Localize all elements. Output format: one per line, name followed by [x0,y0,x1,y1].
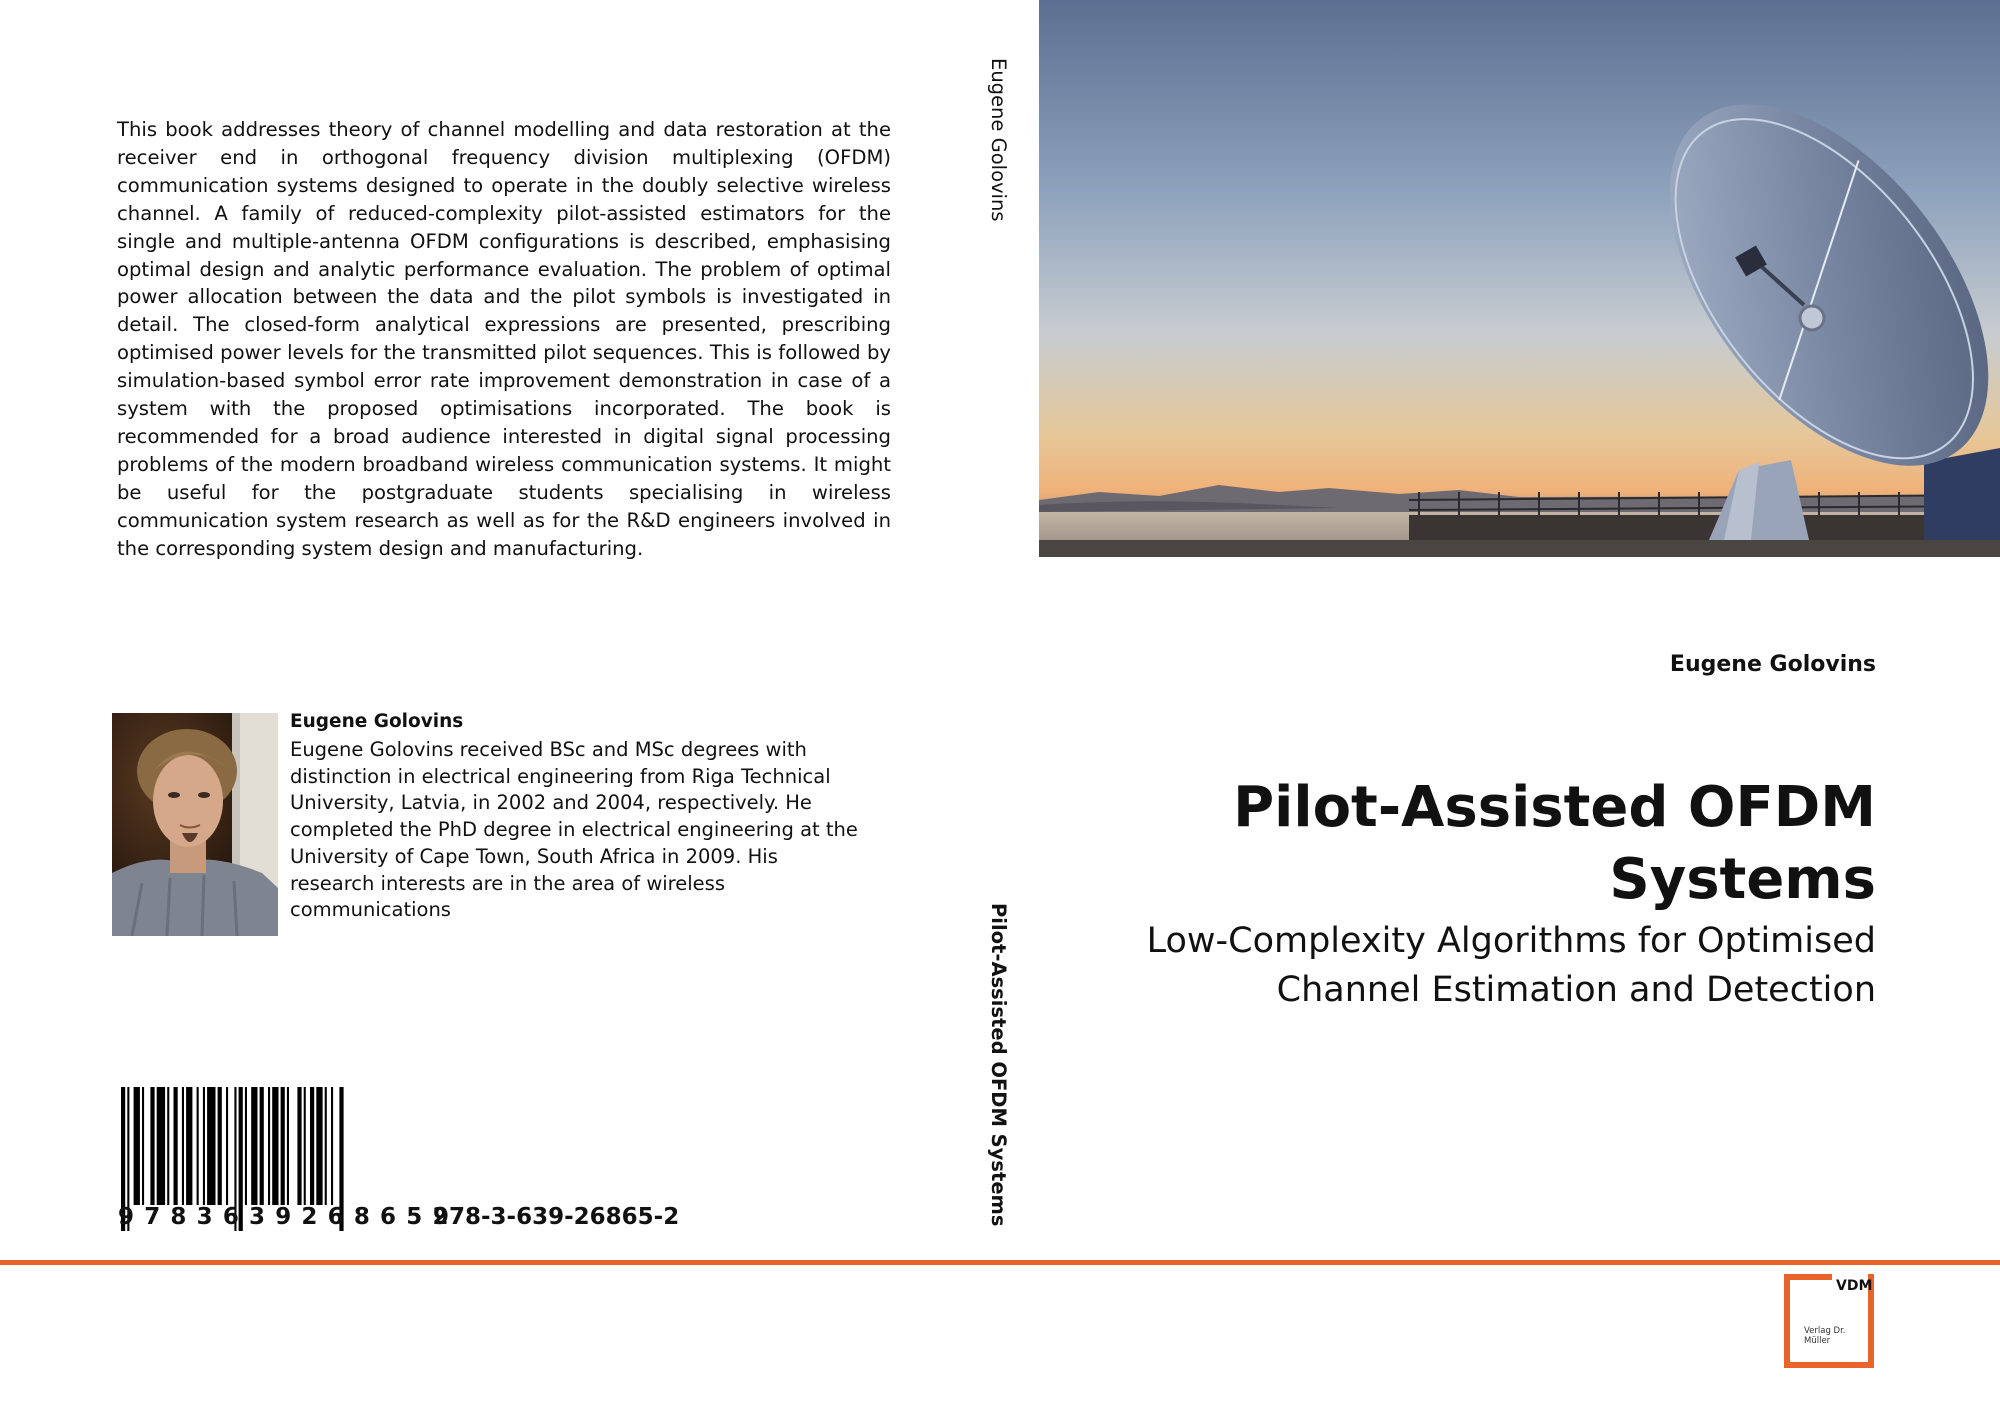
barcode-bar [297,1087,301,1205]
barcode-bar [331,1087,333,1205]
cover-photo [1039,0,2000,557]
barcode-bar [251,1087,257,1205]
barcode-bar [316,1087,322,1205]
book-subtitle: Low-Complexity Algorithms for Optimised Channel Estimation and Detection [1146,921,1876,1010]
back-cover-blurb: This book addresses theory of channel modelling and data restoration at the receiver end in orthogonal frequency division multiplexing (OFDM) communication systems designed to operate in the doubly selective wireless channel. A family of reduced-complexity pilot-assisted estimators for the single and multiple-antenna OFDM configurations is described, emphasising optimal design and analytic performance evaluation. The problem of optimal power allocation between the data and the pilot symbols is investigated in detail. The closed-form analytical expressions are presented, prescribing optimised power levels for the transmitted pilot sequences. This is followed by simulation-based symbol error rate improvement demonstration in case of a system with the proposed optimisations incorporated. The book is recommended for a broad audience interested in digital signal processing problems of the modern broadband wireless communication systems. It might be useful for the postgraduate students specialising in wireless communication system research as well as for the R&D engineers involved in the corresponding system design and manufacturing. [117,118,891,560]
barcode-bar [174,1087,178,1205]
barcode-bar [207,1087,215,1205]
author-bio: Eugene Golovins received BSc and MSc degrees with distinction in electrical engineering from Riga Technical University, Latvia, in 2002 and 2004, respectively. He completed the PhD degree in electrical engineering at the University of Cape Town, South Africa in 2009. His research interests are in the area of wireless communications [290,738,858,922]
barcode-bar [325,1087,327,1205]
barcode-bar [260,1087,264,1205]
author-name: Eugene Golovins [290,711,464,732]
barcode-bar [150,1087,154,1205]
barcode-bar [186,1087,192,1205]
barcode-bar [268,1087,270,1205]
barcode-bar [167,1087,169,1205]
barcode-bar [226,1087,228,1205]
barcode-digits: 9783639268652 [118,1204,459,1230]
barcode-bar [287,1087,289,1205]
spine-title: Pilot-Assisted OFDM Systems [987,903,1010,1227]
barcode-bar [304,1087,306,1205]
barcode-bar [245,1087,247,1205]
barcode-bar [218,1087,222,1205]
publisher-logo-text: VDM [1836,1278,1873,1294]
barcode-bar [203,1087,205,1205]
barcode-bar [157,1087,165,1205]
orange-divider [0,1260,2000,1265]
barcode-bar [142,1087,144,1205]
isbn-number: 978-3-639-26865-2 [433,1204,680,1230]
author-photo [112,713,278,936]
barcode-bar [281,1087,285,1205]
barcode-bar [197,1087,199,1205]
spine-author: Eugene Golovins [987,58,1010,222]
barcode-bar [134,1087,140,1205]
front-author: Eugene Golovins [1669,652,1876,677]
barcode-bar [272,1087,278,1205]
barcode-bar [182,1087,184,1205]
book-title: Pilot-Assisted OFDM Systems [1233,775,1876,912]
publisher-tagline: Verlag Dr. Müller [1804,1326,1846,1346]
publisher-logo [1784,1274,1880,1368]
barcode-bar [310,1087,314,1205]
